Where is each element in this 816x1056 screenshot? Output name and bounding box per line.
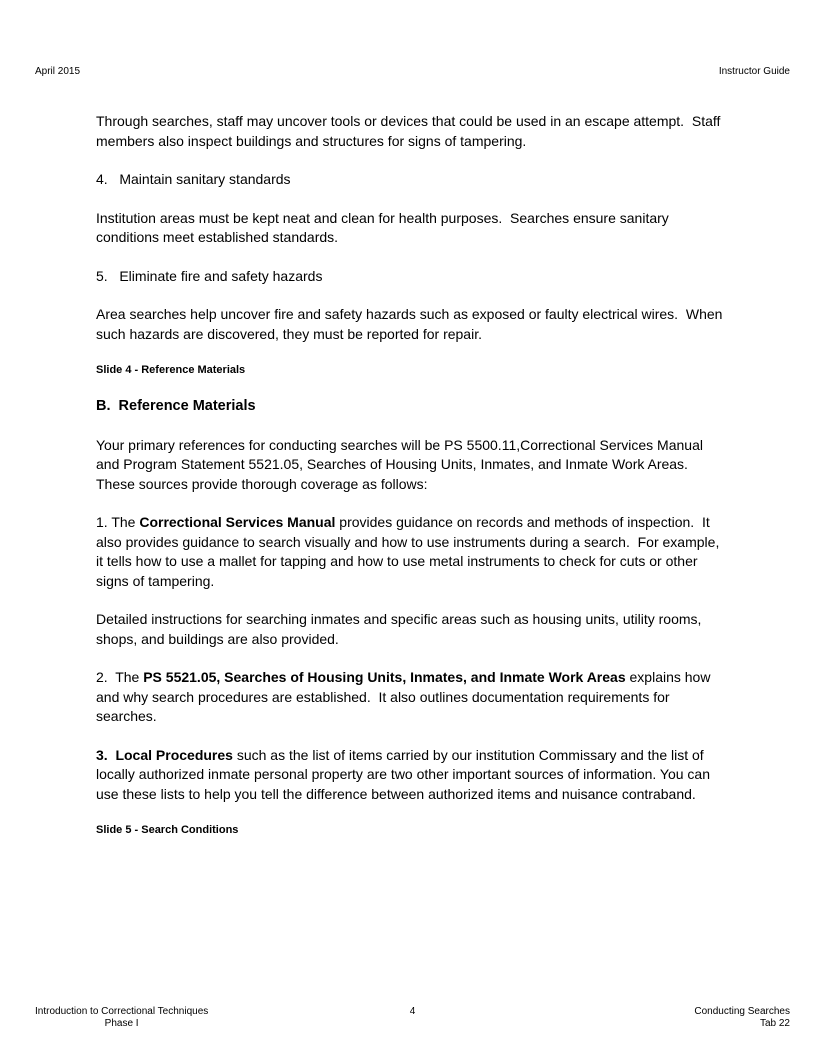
text-run: 4. Maintain sanitary standards	[96, 171, 291, 187]
paragraph	[96, 436, 724, 495]
text-run: Slide 5 - Search Conditions	[96, 824, 239, 836]
footer-course-title: Introduction to Correctional Techniques	[35, 1006, 209, 1017]
footer-page-number: 4	[409, 1006, 416, 1017]
footer-tab-number: Tab 22	[759, 1017, 790, 1029]
text-run: Slide 4 - Reference Materials	[96, 364, 246, 376]
paragraph	[96, 112, 724, 151]
text-run: Your primary references for conducting searches will be PS 5500.11,Correctional Services Manual and Program Statement 5521.05, Searches of Housing Units, Inmates, and Inmate Work Areas. These sources provide thorough coverage as follows:	[96, 436, 707, 492]
page-header	[35, 66, 790, 78]
text-run: Institution areas must be kept neat and clean for health purposes. Searches ensure sanitary conditions meet established standards.	[96, 209, 673, 245]
text-run: 3. Local Procedures	[96, 746, 233, 763]
section-heading	[96, 397, 724, 417]
paragraph	[96, 267, 724, 287]
footer-course-phase: Phase I	[104, 1017, 139, 1029]
text-run: 2. The	[96, 669, 144, 685]
slide-label	[96, 823, 724, 838]
paragraph	[96, 746, 724, 805]
footer-course-block	[35, 1006, 208, 1029]
document-body	[96, 112, 727, 857]
text-run: PS 5521.05, Searches of Housing Units, Inmates, and Inmate Work Areas	[143, 669, 626, 685]
text-run: provides guidance on records and methods of inspection. It also provides guidance to search visually and how to use instruments during a search. For example, it tells how to use a mallet for tapping and how to use metal instruments to check for cuts or other signs of tampering.	[96, 514, 724, 589]
text-run: Through searches, staff may uncover tools or devices that could be used in an escape attempt. Staff members also inspect buildings and structures for signs of tampering.	[96, 113, 725, 149]
slide-label	[96, 363, 724, 378]
text-run: Correctional Services Manual	[139, 514, 336, 530]
footer-section-block	[694, 1006, 790, 1029]
text-run: such as the list of items carried by our institution Commissary and the list of locally authorized inmate personal property are two other important sources of information. You can use these lists to help you tell the difference between authorized items and nuisance contraband.	[96, 746, 714, 802]
text-run: B. Reference Materials	[96, 398, 256, 414]
paragraph	[96, 668, 724, 727]
text-run: 1. The	[96, 514, 140, 530]
paragraph	[96, 170, 724, 190]
paragraph	[96, 513, 724, 591]
header-date: April 2015	[35, 66, 81, 77]
text-run: 5. Eliminate fire and safety hazards	[96, 267, 323, 284]
text-run: Detailed instructions for searching inmates and specific areas such as housing units, utility rooms, shops, and buildings are also provided.	[96, 611, 706, 647]
paragraph	[96, 209, 724, 248]
footer-section-title: Conducting Searches	[694, 1006, 790, 1017]
text-run: explains how and why search procedures are established. It also outlines documentation requirements for searches.	[96, 669, 715, 724]
header-doc-title: Instructor Guide	[718, 66, 790, 77]
paragraph	[96, 305, 727, 344]
text-run: Area searches help uncover fire and safety hazards such as exposed or faulty electrical wires. When such hazards are discovered, they must be reported for repair.	[96, 306, 727, 342]
paragraph	[96, 610, 724, 649]
